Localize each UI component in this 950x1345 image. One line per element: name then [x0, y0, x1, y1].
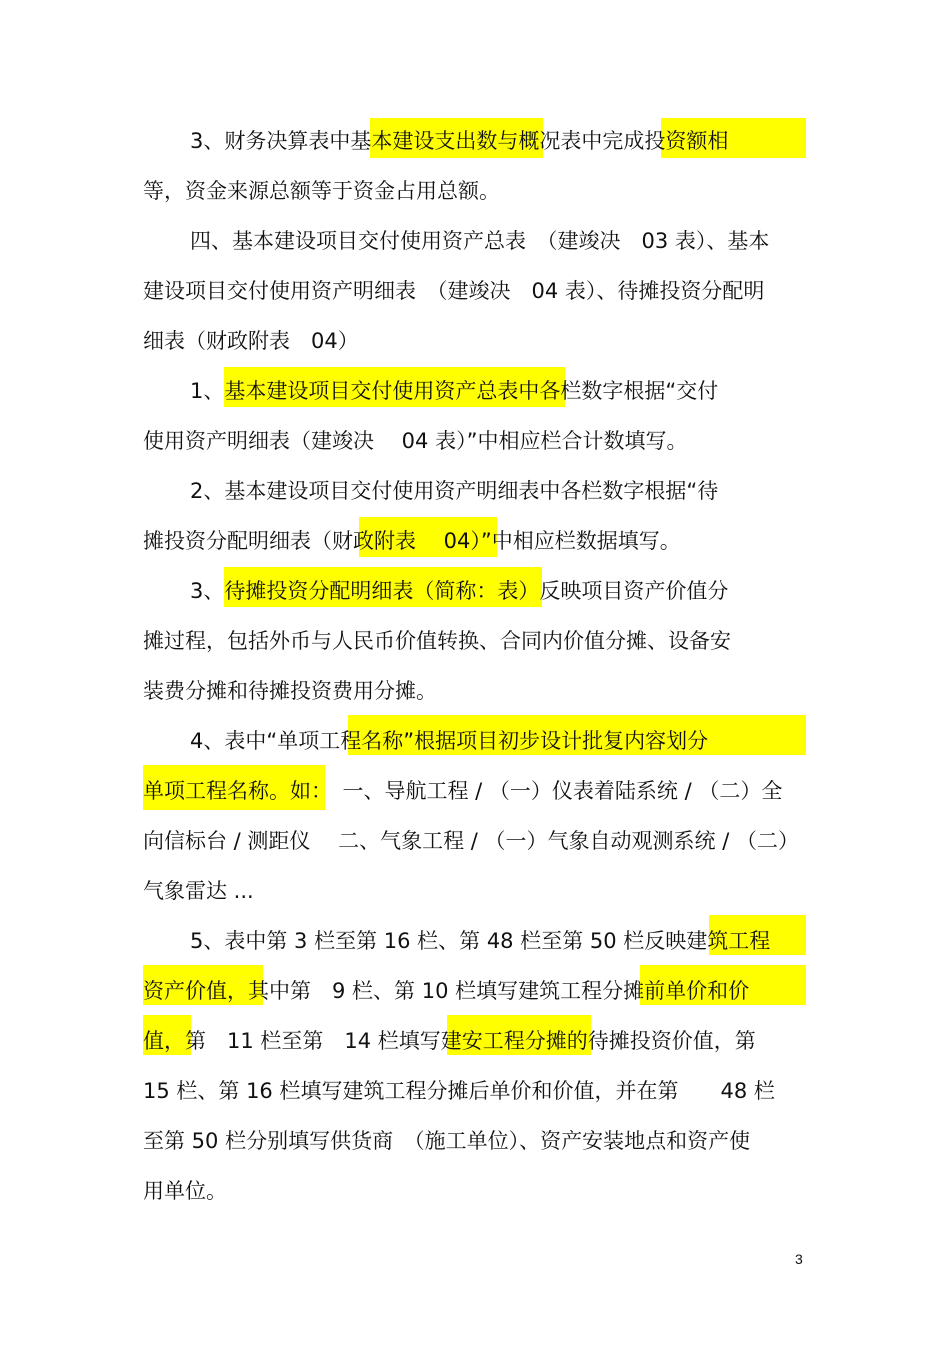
section-heading: 四、基本建设项目交付使用资产总表 （建竣决 03 表）、基本: [190, 229, 770, 253]
body-text-line: 向信标台 / 测距仪 二、气象工程 / （一）气象自动观测系统 / （二）: [143, 829, 799, 853]
section-heading: 细表（财政附表 04）: [143, 329, 359, 353]
body-text-line: 15 栏、第 16 栏填写建筑工程分摊后单价和价值，并在第 48 栏: [143, 1079, 775, 1103]
section-heading: 建设项目交付使用资产明细表 （建竣决 04 表）、待摊投资分配明: [143, 279, 765, 303]
page-number: 3: [795, 1251, 803, 1267]
body-text-line: 至第 50 栏分别填写供货商 （施工单位）、资产安装地点和资产使: [143, 1129, 751, 1153]
body-text-line: 等，资金来源总额等于资金占用总额。: [143, 179, 500, 203]
body-text-line: 使用资产明细表（建竣决 04 表）”中相应栏合计数填写。: [143, 429, 688, 453]
body-text-line: 2、基本建设项目交付使用资产明细表中各栏数字根据“待: [190, 479, 719, 503]
body-text-line: 摊过程，包括外币与人民币价值转换、合同内价值分摊、设备安: [143, 629, 731, 653]
body-text-line: 单项工程名称。如： 一、导航工程 / （一）仪表着陆系统 / （二）全: [143, 779, 783, 803]
body-text-line: 1、基本建设项目交付使用资产总表中各栏数字根据“交付: [190, 379, 719, 403]
body-text-line: 3、待摊投资分配明细表（简称：表）反映项目资产价值分: [190, 579, 729, 603]
body-text-line: 气象雷达 ...: [143, 879, 254, 903]
body-text-line: 摊投资分配明细表（财政附表 04）”中相应栏数据填写。: [143, 529, 681, 553]
body-text-line: 4、表中“单项工程名称”根据项目初步设计批复内容划分: [190, 729, 709, 753]
body-text-line: 用单位。: [143, 1179, 227, 1203]
body-text-line: 值，第 11 栏至第 14 栏填写建安工程分摊的待摊投资价值，第: [143, 1029, 756, 1053]
body-text-line: 资产价值，其中第 9 栏、第 10 栏填写建筑工程分摊前单价和价: [143, 979, 750, 1003]
body-text-line: 5、表中第 3 栏至第 16 栏、第 48 栏至第 50 栏反映建筑工程: [190, 929, 771, 953]
body-text-line: 3、财务决算表中基本建设支出数与概况表中完成投资额相: [190, 129, 729, 153]
body-text-line: 装费分摊和待摊投资费用分摊。: [143, 679, 437, 703]
